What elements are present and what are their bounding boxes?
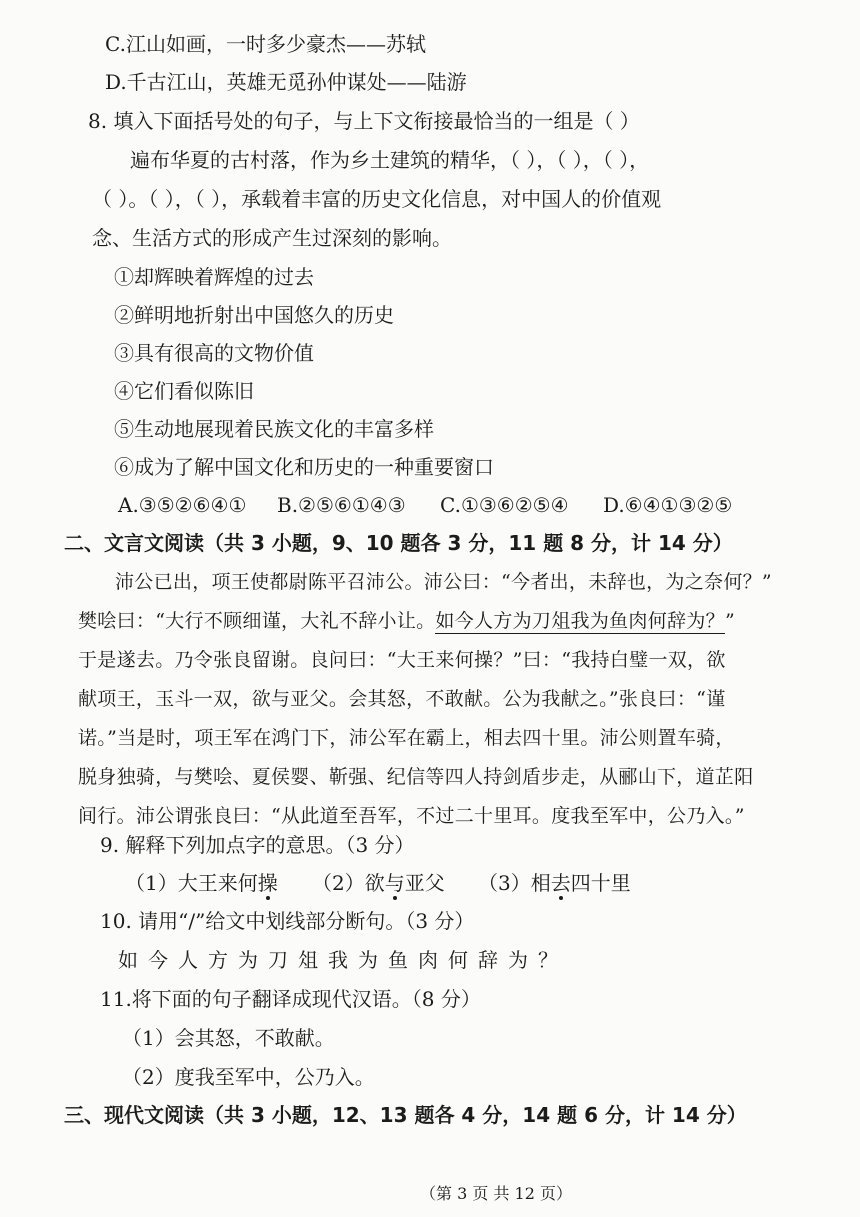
page-number: （第 3 页 共 12 页） <box>420 1184 572 1203</box>
q11-item-2: （2）度我至军中，公乃入。 <box>122 1065 375 1089</box>
q8-sentence-5: ⑤生动地展现着民族文化的丰富多样 <box>114 417 434 441</box>
q8-sentence-1: ①却辉映着辉煌的过去 <box>114 265 314 289</box>
q10-sentence: 如今人方为刀俎我为鱼肉何辞为？ <box>118 948 568 972</box>
q9-item-text: （3）相 <box>478 871 551 895</box>
q9-item-2 <box>312 869 445 897</box>
q8-option-a: A.③⑤②⑥④① <box>118 493 247 517</box>
q9-item-text: （1）大王来何 <box>125 871 258 895</box>
q9-item-text: 亚父 <box>404 871 445 895</box>
q9-item-text: （2）欲 <box>312 871 385 895</box>
dotted-character: 与 <box>384 871 405 895</box>
q9-item-text: 四十里 <box>570 871 631 895</box>
q8-passage-line: （ ）。（ ），（ ），承载着丰富的历史文化信息，对中国人的价值观 <box>92 187 662 211</box>
q8-passage-line: 遍布华夏的古村落，作为乡土建筑的精华，（ ），（ ），（ ）， <box>130 148 650 172</box>
q7-option-d: D.千古江山，英雄无觅孙仲谋处——陆游 <box>105 70 467 94</box>
classical-passage-line: 脱身独骑，与樊哙、夏侯婴、靳强、纪信等四人持剑盾步走，从郦山下，道芷阳 <box>78 766 754 788</box>
q11-item-1: （1）会其怒，不敢献。 <box>122 1026 335 1050</box>
q8-stem: 8. 填入下面括号处的句子，与上下文衔接最恰当的一组是（ ） <box>88 109 640 133</box>
q8-passage-line: 念、生活方式的形成产生过深刻的影响。 <box>92 226 452 250</box>
classical-passage-line: 于是遂去。乃令张良留谢。良问曰：“大王来何操？”曰：“我持白璧一双，欲 <box>78 649 726 671</box>
q8-sentence-3: ③具有很高的文物价值 <box>114 341 314 365</box>
q8-sentence-6: ⑥成为了解中国文化和历史的一种重要窗口 <box>114 455 494 479</box>
classical-passage-line: 间行。沛公谓张良曰：“从此道至吾军，不过二十里耳。度我至军中，公乃入。” <box>78 805 745 827</box>
dotted-character: 去 <box>550 871 571 895</box>
q8-option-d: D.⑥④①③②⑤ <box>603 493 733 517</box>
q8-option-b: B.②⑤⑥①④③ <box>277 493 406 517</box>
passage-text: ” <box>724 610 735 632</box>
section-3-title: 三、现代文阅读（共 3 小题，12、13 题各 4 分，14 题 6 分，计 14 分） <box>64 1103 747 1127</box>
passage-text: 樊哙曰：“大行不顾细谨，大礼不辞小让。 <box>78 610 436 632</box>
dotted-character: 操 <box>257 871 278 895</box>
classical-passage-line: 诺。”当是时，项王军在鸿门下，沛公军在霸上，相去四十里。沛公则置车骑， <box>78 727 735 749</box>
q8-sentence-2: ②鲜明地折射出中国悠久的历史 <box>114 303 394 327</box>
q8-sentence-4: ④它们看似陈旧 <box>114 379 254 403</box>
q10-stem: 10. 请用“/”给文中划线部分断句。（3 分） <box>100 909 475 933</box>
underlined-sentence: 如今人方为刀俎我为鱼肉何辞为？ <box>435 610 725 632</box>
classical-passage-line: 献项王，玉斗一双，欲与亚父。会其怒，不敢献。公为我献之。”张良曰：“谨 <box>78 688 726 710</box>
classical-passage-line <box>78 607 735 635</box>
q11-stem: 11.将下面的句子翻译成现代汉语。（8 分） <box>100 987 481 1011</box>
q9-stem: 9. 解释下列加点字的意思。（3 分） <box>100 833 415 857</box>
q8-option-c: C.①③⑥②⑤④ <box>440 493 569 517</box>
q9-item-3 <box>478 869 631 897</box>
section-2-title: 二、文言文阅读（共 3 小题，9、10 题各 3 分，11 题 8 分，计 14 分） <box>64 531 733 555</box>
q9-item-1 <box>125 869 278 897</box>
q7-option-c: C.江山如画，一时多少豪杰——苏轼 <box>105 32 426 56</box>
classical-passage-line: 沛公已出，项王使都尉陈平召沛公。沛公曰：“今者出，未辞也，为之奈何？” <box>115 571 772 593</box>
